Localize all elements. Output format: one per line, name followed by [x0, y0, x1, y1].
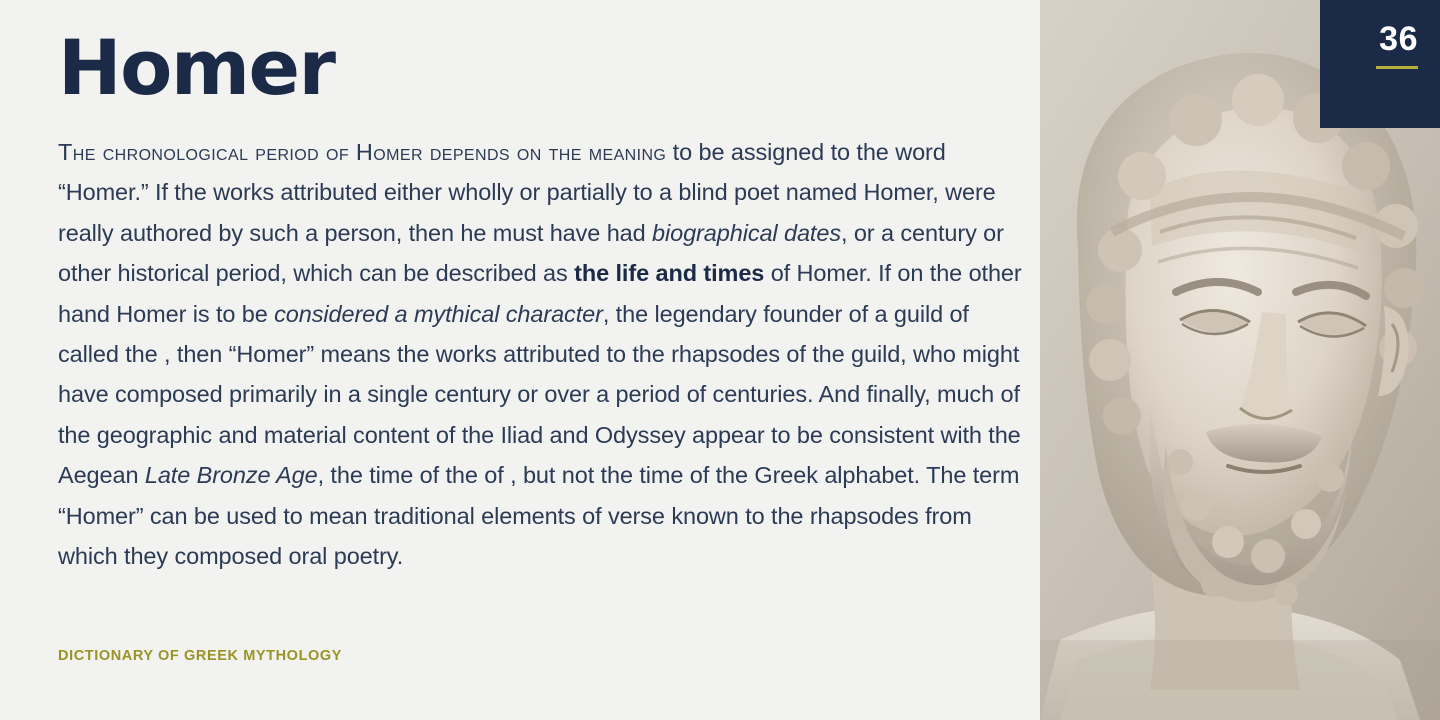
body-emphasis: Late Bronze Age: [144, 462, 318, 489]
body-run: , the time of the of , but not the time of the Greek alphabet. The term “Homer” can be used to mean traditional elements of verse known to the rhapsodes from which they composed oral poetry.: [58, 462, 1020, 570]
source-label: DICTIONARY OF GREEK MYTHOLOGY: [58, 648, 343, 664]
page-number: 36: [1379, 20, 1418, 58]
body-run: to be assigned to the word “Homer.” If the works attributed either wholly or partially to a blind poet named Homer, were really authored by such a person, then he must have had: [58, 139, 996, 246]
lead-in-text: The chronological period of Homer depends on the meaning: [58, 139, 667, 165]
page-number-underline: [1376, 66, 1418, 69]
page-title: Homer: [58, 23, 335, 112]
body-emphasis: biographical dates: [652, 219, 841, 246]
content-column: [58, 23, 1033, 576]
body-run: , the legendary founder of a guild of called the , then “Homer” means the works attributed to the rhapsodes of the guild, who might have composed primarily in a single century or over a period of centuries. And finally, much of the geographic and material content of the Iliad and Odyssey appear to be consistent with the Aegean: [58, 300, 1021, 489]
body-rich-text: [58, 139, 1022, 569]
body-run: , or a century or other historical period, which can be described as: [58, 219, 1004, 287]
body-emphasis: considered a mythical character: [274, 300, 603, 327]
body-strong: the life and times: [574, 260, 765, 287]
body-run: of Homer. If on the other hand Homer is to be: [58, 260, 1022, 327]
body-paragraph: [58, 132, 1033, 576]
page-number-badge: [1320, 0, 1440, 128]
